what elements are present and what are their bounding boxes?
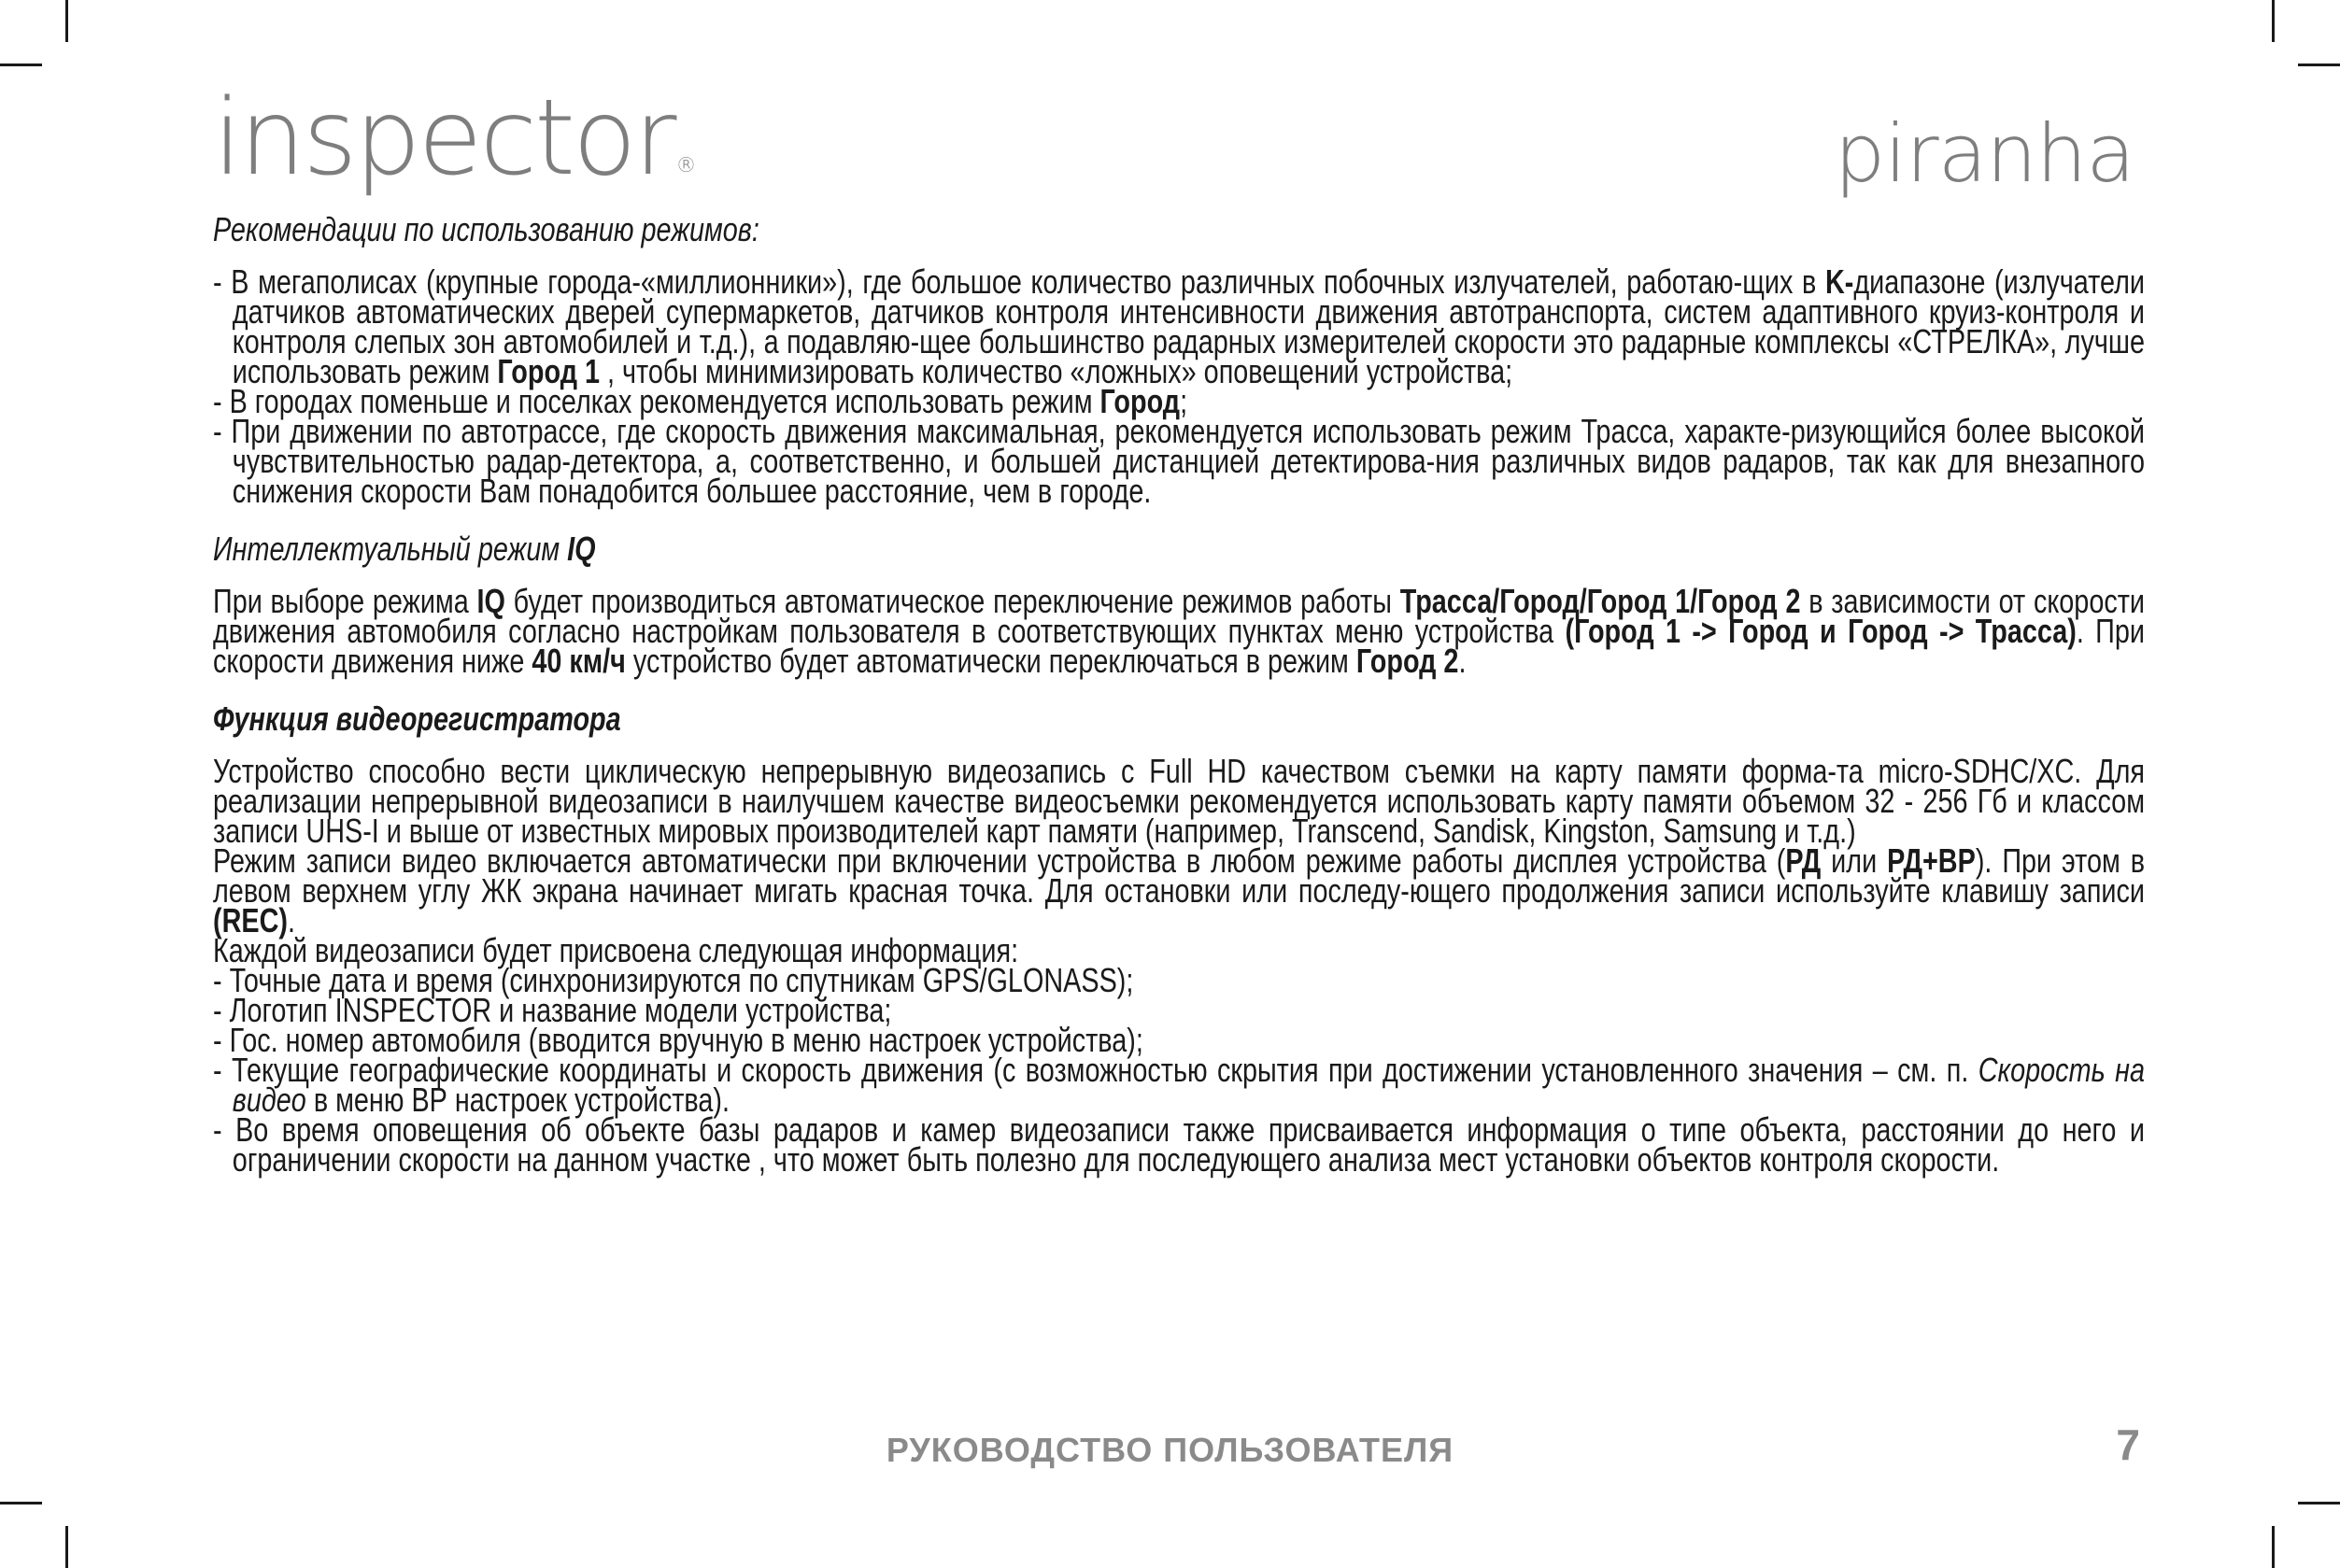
piranha-logo: piranha (1834, 107, 2134, 201)
dvr-info-item: - Гос. номер автомобиля (вводится вручную в меню настроек устройства); (213, 1021, 1143, 1059)
dvr-info-item: - Логотип INSPECTOR и название модели устройства; (213, 991, 892, 1029)
dvr-info-intro: Каждой видеозаписи будет присвоена следующая информация: (213, 931, 1019, 969)
dvr-info-item: - Во время оповещения об объекте базы радаров и камер видеозаписи также присваивается информация о типе объекта, расстоянии до него и ограничении скорости на данном участке , что может быть полезно для последующего анализа мест установки объектов контроля скорости. (213, 1110, 2145, 1179)
dvr-paragraph-recording: Режим записи видео включается автоматически при включении устройства в любом режиме работы дисплея устройства (РД или РД+ВР). При этом в левом верхнем углу ЖК экрана начинает мигать красная точка. Для остановки или последу-ющего продолжения записи используйте клавишу записи (REC). (213, 841, 2145, 939)
recommendations-title: Рекомендации по использованию режимов: (213, 210, 759, 248)
recommendation-item-small-city: - В городах поменьше и поселках рекомендуется использовать режим Город; (213, 382, 1188, 420)
iq-paragraph: При выборе режима IQ будет производиться автоматическое переключение режимов работы Трасса/Город/Город 1/Город 2 в зависимости от скорости движения автомобиля согласно настройкам пользователя в соответствующих пунктах меню устройства (Город 1 -> Город и Город -> Трасса). При скорости движения ниже 40 км/ч устройство будет автоматически переключаться в режим Город 2. (213, 582, 2146, 680)
dvr-info-item: - Текущие географические координаты и скорость движения (с возможностью скрытия при достижении установленного значения – см. п. Скорость на видео в меню ВР настроек устройства). (213, 1051, 2145, 1119)
logo-text: inspector (213, 78, 674, 199)
page-number: 7 (2116, 1420, 2140, 1469)
dvr-info-item: - Точные дата и время (синхронизируются по спутникам GPS/GLONASS); (213, 961, 1134, 999)
dvr-title: Функция видеорегистратора (213, 699, 621, 738)
crop-mark (65, 1526, 68, 1568)
registered-mark: ® (675, 154, 697, 177)
crop-mark (2272, 1526, 2275, 1568)
crop-mark (0, 1502, 42, 1504)
crop-mark (2272, 0, 2275, 42)
crop-mark (2298, 64, 2340, 66)
recommendation-item-megacity: - В мегаполисах (крупные города-«миллионники»), где большое количество различных побочных излучателей, работаю-щих в K-диапазоне (излучатели датчиков автоматических дверей супермаркетов, датчиков контроля интенсивности движения автотранспорта, систем адаптивного круиз-контроля и контроля слепых зон автомобилей и т.д.), а подавляю-щее большинство радарных измерителей скорости это радарные комплексы «СТРЕЛКА», лучше использовать режим Город 1 , чтобы минимизировать количество «ложных» оповещений устройства; (213, 262, 2145, 390)
page-content (213, 210, 2146, 1179)
iq-title: Интеллектуальный режим IQ (213, 530, 596, 568)
crop-mark (2298, 1502, 2340, 1504)
dvr-paragraph-card: Устройство способно вести циклическую непрерывную видеозапись с Full HD качеством съемки на карту памяти форма-та micro-SDHC/XC. Для реализации непрерывной видеозаписи в наилучшем качестве видеосъемки рекомендуется использовать карту памяти объемом 32 - 256 Гб и классом записи UHS-I и выше от известных мировых производителей карт памяти (например, Transcend, Sandisk, Kingston, Samsung и т.д.) (213, 752, 2145, 850)
footer-label: РУКОВОДСТВО ПОЛЬЗОВАТЕЛЯ (886, 1431, 1454, 1469)
inspector-logo (213, 78, 697, 199)
crop-mark (65, 0, 68, 42)
recommendation-item-highway: - При движении по автотрассе, где скорость движения максимальная, рекомендуется использовать режим Трасса, характе-ризующийся более высокой чувствительностью радар-детектора, а, соответственно, и большей дистанцией детектирова-ния различных видов радаров, так как для внезапного снижения скорости Вам понадобится большее расстояние, чем в городе. (213, 412, 2145, 510)
crop-mark (0, 64, 42, 66)
